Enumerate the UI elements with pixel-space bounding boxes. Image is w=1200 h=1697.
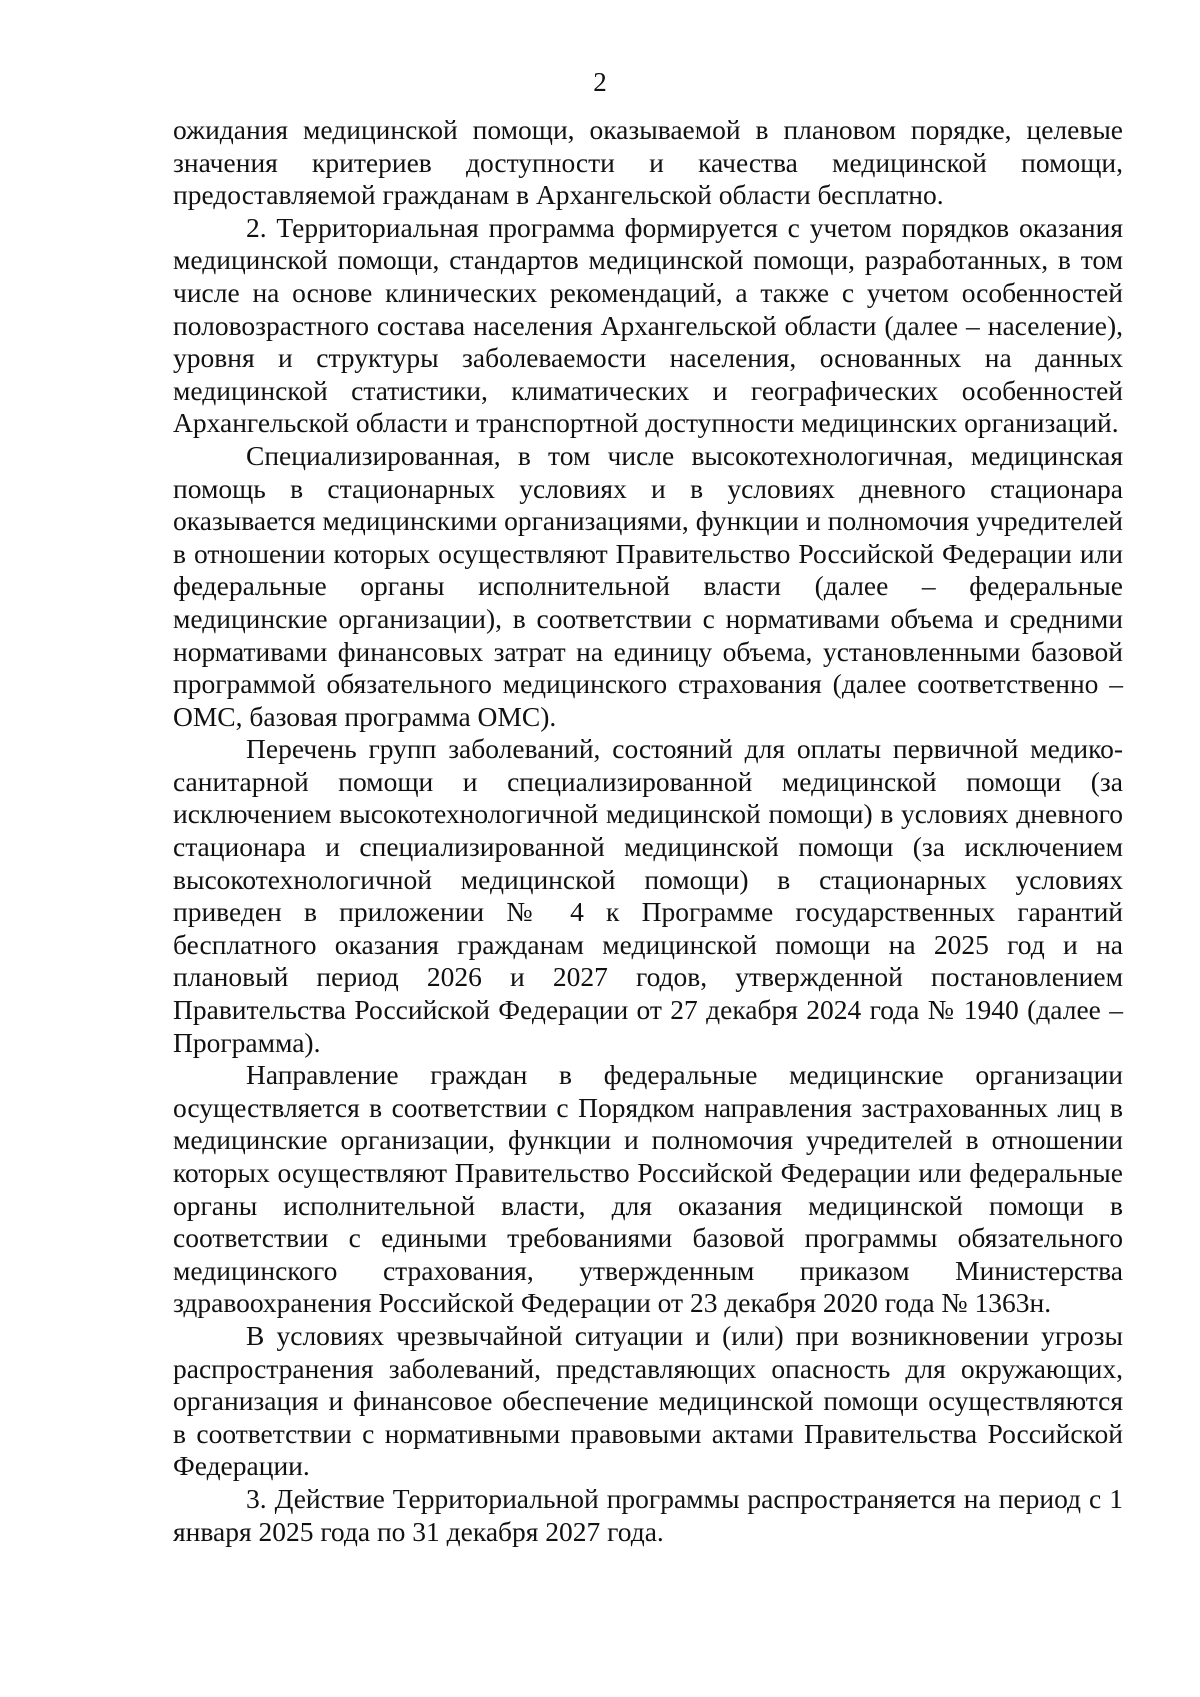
paragraph-item-2: 2. Территориальная программа формируется с учетом порядков оказания медицинской помощи, стандартов медицинской помощи, разработанных, в том числе на основе клинических рекомендаций, а также с учетом особенностей половозрастного состава населения Архангельской области (далее – население), уровня и структуры заболеваемости населения, основанных на данных медицинской статистики, климатических и географических особенностей Архангельской области и транспортной доступности медицинских организаций. [173, 211, 1123, 439]
paragraph-specialized-care: Специализированная, в том числе высокотехнологичная, медицинская помощь в стационарных условиях и в условиях дневного стационара оказывается медицинскими организациями, функции и полномочия учредителей в отношении которых осуществляют Правительство Российской Федерации или федеральные органы исполнительной власти (далее – федеральные медицинские организации), в соответствии с нормативами объема и средними нормативами финансовых затрат на единицу объема, установленными базовой программой обязательного медицинского страхования (далее соответственно – ОМС, базовая программа ОМС). [173, 439, 1123, 732]
paragraph-referral: Направление граждан в федеральные медицинские организации осуществляется в соответствии с Порядком направления застрахованных лиц в медицинские организации, функции и полномочия учредителей в отношении которых осуществляют Правительство Российской Федерации или федеральные органы исполнительной власти, для оказания медицинской помощи в соответствии с едиными требованиями базовой программы обязательного медицинского страхования, утвержденным приказом Министерства здравоохранения Российской Федерации от 23 декабря 2020 года № 1363н. [173, 1059, 1123, 1319]
paragraph-emergency: В условиях чрезвычайной ситуации и (или) при возникновении угрозы распространения заболеваний, представляющих опасность для окружающих, организация и финансовое обеспечение медицинской помощи осуществляются в соответствии с нормативными правовыми актами Правительства Российской Федерации. [173, 1319, 1123, 1482]
document-body [173, 114, 1123, 1548]
paragraph-disease-groups: Перечень групп заболеваний, состояний для оплаты первичной медико-санитарной помощи и специализированной медицинской помощи (за исключением высокотехнологичной медицинской помощи) в условиях дневного стационара и специализированной медицинской помощи (за исключением высокотехнологичной медицинской помощи) в стационарных условиях приведен в приложении № 4 к Программе государственных гарантий бесплатного оказания гражданам медицинской помощи на 2025 год и на плановый период 2026 и 2027 годов, утвержденной постановлением Правительства Российской Федерации от 27 декабря 2024 года № 1940 (далее – Программа). [173, 733, 1123, 1058]
paragraph-intro-continuation: ожидания медицинской помощи, оказываемой в плановом порядке, целевые значения критериев доступности и качества медицинской помощи, предоставляемой гражданам в Архангельской области бесплатно. [173, 114, 1123, 211]
page-number: 2 [593, 67, 607, 97]
paragraph-item-3: 3. Действие Территориальной программы распространяется на период с 1 января 2025 года по 31 декабря 2027 года. [173, 1482, 1123, 1547]
